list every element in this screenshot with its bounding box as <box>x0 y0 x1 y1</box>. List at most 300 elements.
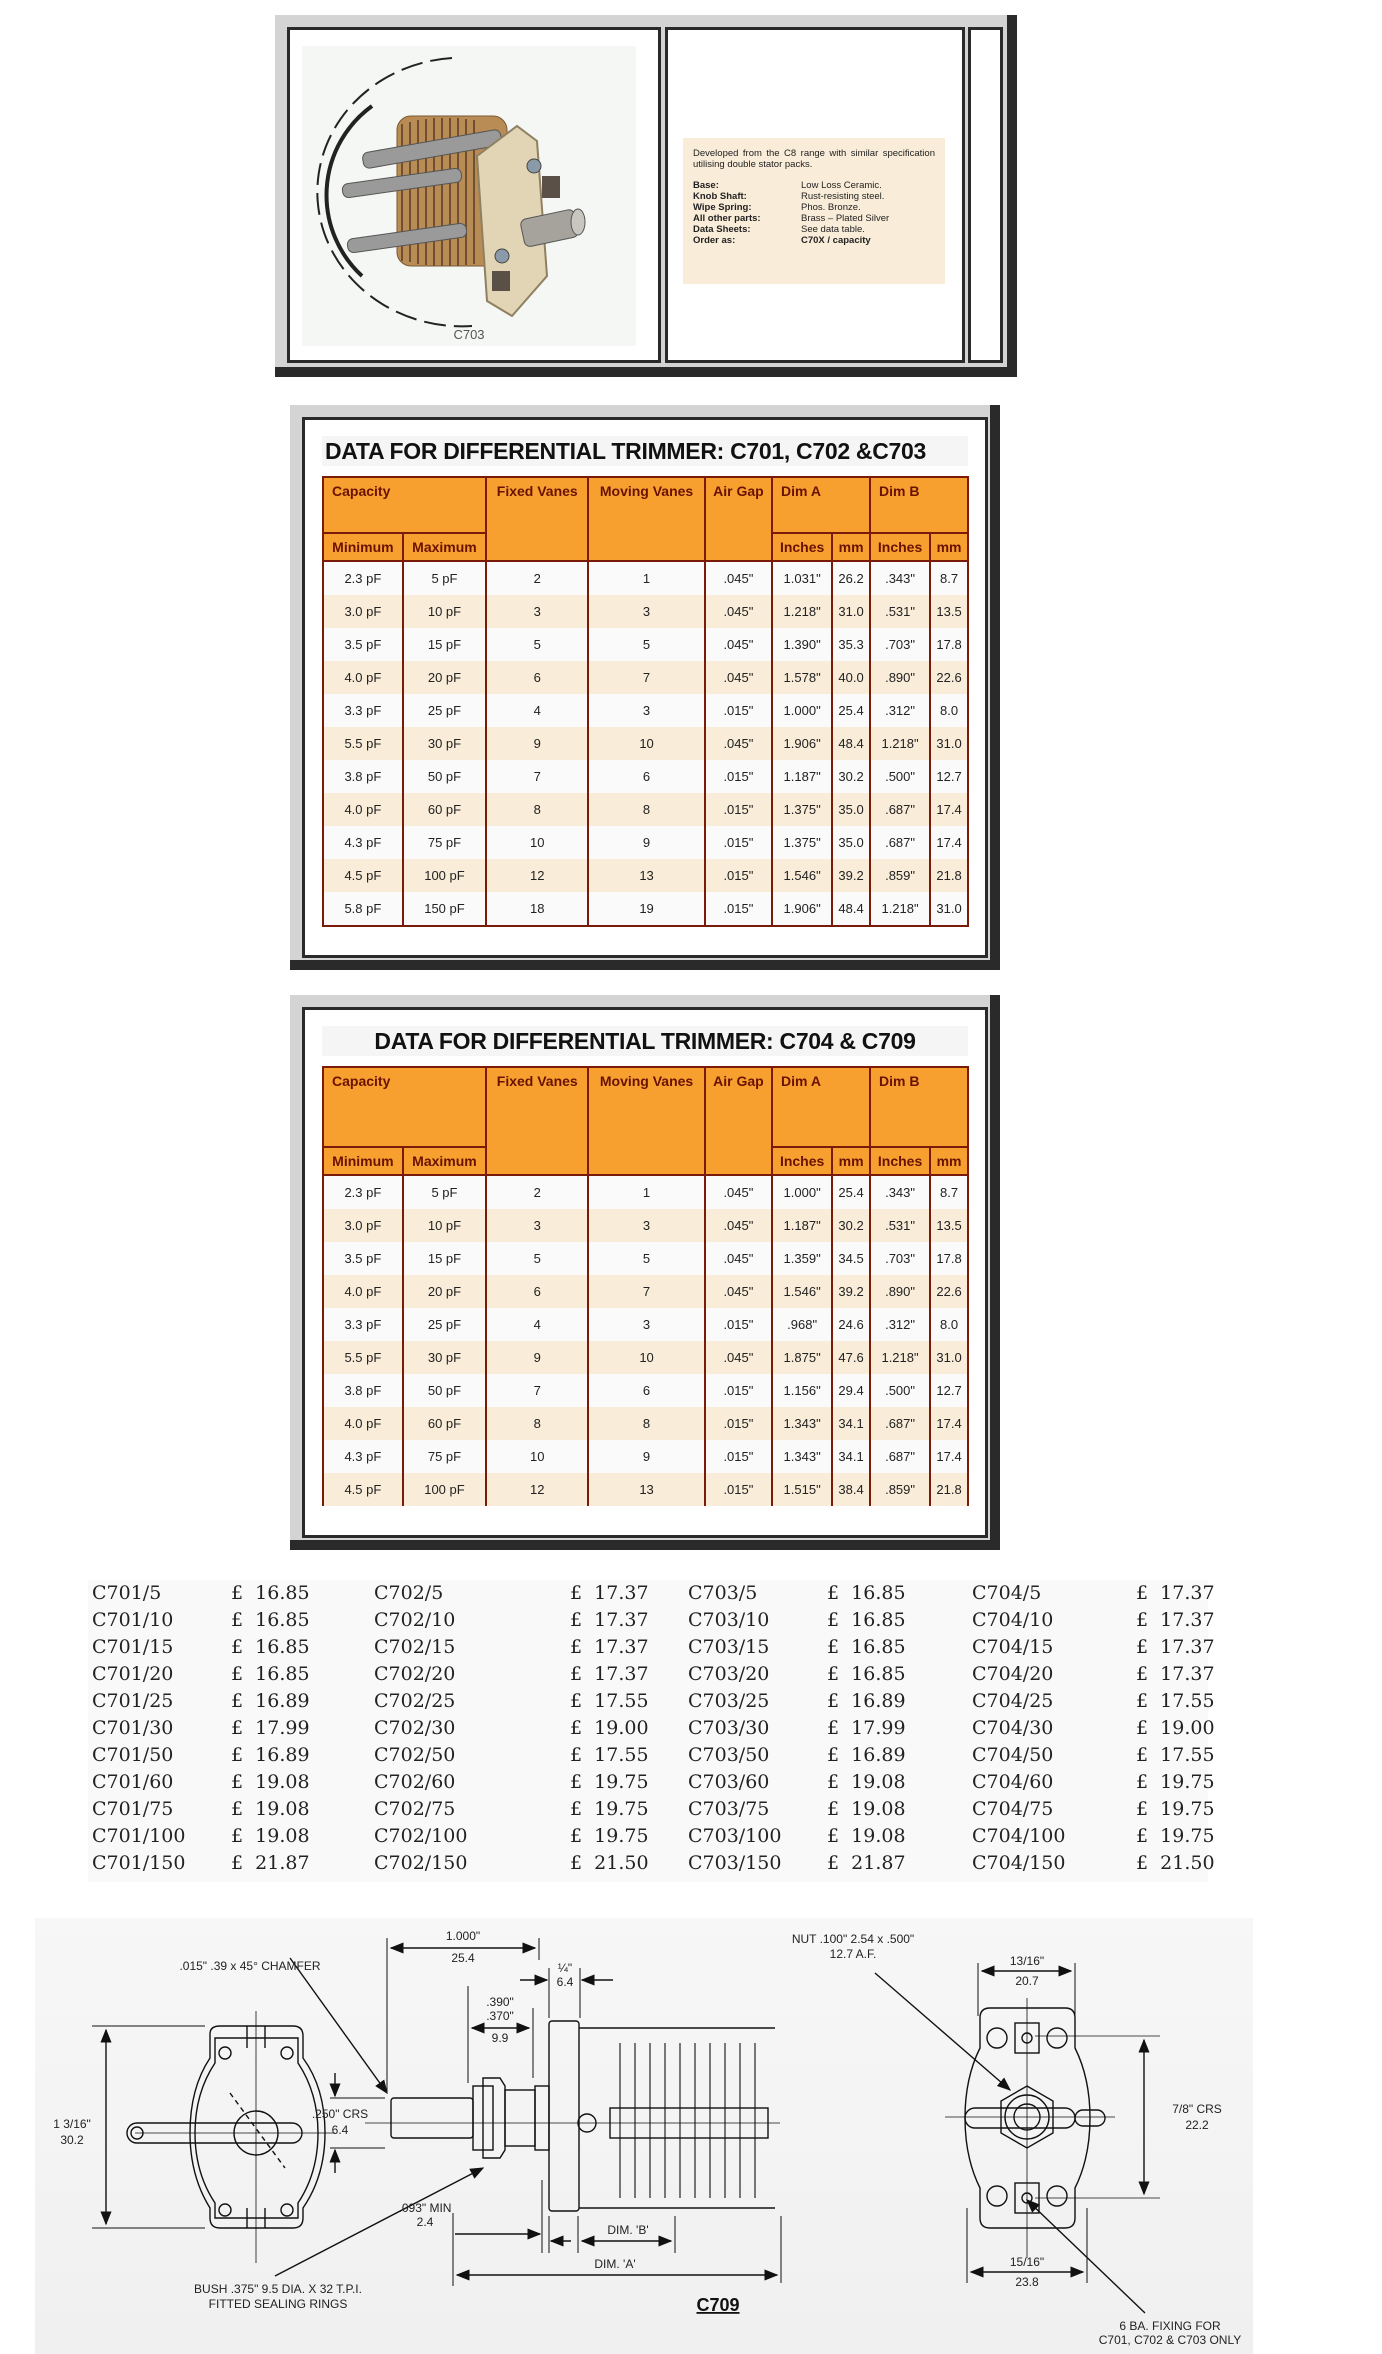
cell-max-capacity: 30 pF <box>403 1341 486 1374</box>
cell-min-capacity: 2.3 pF <box>323 1175 403 1209</box>
table-row <box>323 661 968 694</box>
price-row <box>370 1661 649 1688</box>
part-number: C703/60 <box>688 1771 770 1793</box>
cell-fixed-vanes: 9 <box>486 1341 588 1374</box>
cell-moving-vanes: 3 <box>588 595 704 628</box>
frame-shadow <box>990 405 1000 970</box>
cell-air-gap: .045" <box>705 1209 772 1242</box>
cell-air-gap: .045" <box>705 595 772 628</box>
cell-max-capacity: 150 pF <box>403 892 486 926</box>
cell-max-capacity: 100 pF <box>403 1473 486 1506</box>
cell-dim-b-mm: 17.4 <box>930 826 968 859</box>
cell-fixed-vanes: 5 <box>486 1242 588 1275</box>
price-row <box>968 1715 1238 1742</box>
table-row <box>323 1209 968 1242</box>
table-row <box>323 1308 968 1341</box>
cell-air-gap: .045" <box>705 661 772 694</box>
label-bush-mm: 9.9 <box>491 2031 509 2045</box>
table-row <box>323 892 968 926</box>
cell-moving-vanes: 1 <box>588 1175 704 1209</box>
cell-dim-a-mm: 25.4 <box>832 694 870 727</box>
cell-dim-a-inches: 1.375" <box>772 793 832 826</box>
cell-min-capacity: 3.0 pF <box>323 1209 403 1242</box>
header-moving-vanes: Moving Vanes <box>588 1067 704 1175</box>
price-row <box>968 1661 1238 1688</box>
table-row <box>323 1341 968 1374</box>
label-plate-in: ¼" <box>557 1961 573 1975</box>
header-capacity: Capacity <box>323 477 486 533</box>
label-height-in: 1 3/16" <box>53 2117 91 2131</box>
cell-dim-a-mm: 35.3 <box>832 628 870 661</box>
cell-dim-a-inches: 1.390" <box>772 628 832 661</box>
cell-dim-a-mm: 39.2 <box>832 859 870 892</box>
price-row <box>88 1661 358 1688</box>
spec-row <box>693 235 935 246</box>
cell-max-capacity: 60 pF <box>403 1407 486 1440</box>
cell-min-capacity: 5.5 pF <box>323 727 403 760</box>
cell-moving-vanes: 13 <box>588 859 704 892</box>
table-row <box>323 1407 968 1440</box>
label-width-bot-in: 15/16" <box>1009 2255 1045 2269</box>
price-column-c703 <box>684 1580 954 1877</box>
header-maximum: Maximum <box>403 533 486 561</box>
cell-max-capacity: 75 pF <box>403 826 486 859</box>
cell-dim-b-mm: 12.7 <box>930 760 968 793</box>
part-number: C704/30 <box>972 1717 1054 1739</box>
price-row <box>88 1607 358 1634</box>
price-row <box>370 1823 649 1850</box>
cell-min-capacity: 4.5 pF <box>323 1473 403 1506</box>
cell-dim-b-inches: .312" <box>870 694 930 727</box>
table-row <box>323 694 968 727</box>
label-nut-2: 12.7 A.F. <box>829 1947 877 1961</box>
part-number: C704/100 <box>972 1825 1066 1847</box>
part-number: C703/10 <box>688 1609 770 1631</box>
part-number: C701/50 <box>92 1744 174 1766</box>
product-photo <box>302 46 636 346</box>
part-price: £ 19.75 <box>570 1798 649 1820</box>
part-number: C702/5 <box>374 1582 444 1604</box>
part-price: £ 19.08 <box>231 1771 310 1793</box>
header-dim-b: Dim B <box>870 477 968 533</box>
price-row <box>968 1769 1238 1796</box>
cell-max-capacity: 5 pF <box>403 561 486 595</box>
header-dim-a: Dim A <box>772 1067 870 1147</box>
cell-dim-a-mm: 29.4 <box>832 1374 870 1407</box>
cell-dim-b-mm: 12.7 <box>930 1374 968 1407</box>
part-number: C701/5 <box>92 1582 162 1604</box>
cell-dim-a-inches: 1.515" <box>772 1473 832 1506</box>
label-crs-in: 7/8" CRS <box>1172 2102 1222 2116</box>
part-number: C703/75 <box>688 1798 770 1820</box>
cell-fixed-vanes: 18 <box>486 892 588 926</box>
label-bush-1: BUSH .375" 9.5 DIA. X 32 T.P.I. <box>194 2282 362 2296</box>
cell-fixed-vanes: 9 <box>486 727 588 760</box>
header-air-gap: Air Gap <box>705 1067 772 1175</box>
part-number: C702/30 <box>374 1717 456 1739</box>
part-number: C703/100 <box>688 1825 782 1847</box>
price-row <box>88 1850 358 1877</box>
part-price: £ 17.55 <box>1136 1690 1215 1712</box>
label-shaft-crs-mm: 6.4 <box>331 2123 349 2137</box>
spec-label: Base: <box>693 180 719 191</box>
frame-shadow <box>290 1540 1000 1550</box>
cell-air-gap: .015" <box>705 760 772 793</box>
cell-air-gap: .045" <box>705 561 772 595</box>
part-price: £ 19.08 <box>827 1771 906 1793</box>
label-crs-mm: 22.2 <box>1185 2118 1209 2132</box>
frame-shadow <box>990 995 1000 1550</box>
part-price: £ 16.85 <box>827 1636 906 1658</box>
cell-dim-b-mm: 17.8 <box>930 628 968 661</box>
part-number: C702/50 <box>374 1744 456 1766</box>
cell-dim-a-inches: 1.031" <box>772 561 832 595</box>
cell-dim-b-inches: .687" <box>870 793 930 826</box>
cell-fixed-vanes: 5 <box>486 628 588 661</box>
cell-dim-b-mm: 17.4 <box>930 1407 968 1440</box>
part-number: C702/15 <box>374 1636 456 1658</box>
header-dim-b-inches: Inches <box>870 533 930 561</box>
cell-min-capacity: 4.0 pF <box>323 661 403 694</box>
spec-label: Order as: <box>693 235 736 246</box>
price-row <box>370 1796 649 1823</box>
price-row <box>968 1580 1238 1607</box>
cell-fixed-vanes: 8 <box>486 793 588 826</box>
part-number: C702/100 <box>374 1825 468 1847</box>
cell-moving-vanes: 3 <box>588 1209 704 1242</box>
cell-air-gap: .045" <box>705 1275 772 1308</box>
table-title: DATA FOR DIFFERENTIAL TRIMMER: C704 & C709 <box>322 1026 968 1056</box>
cell-fixed-vanes: 2 <box>486 561 588 595</box>
cell-air-gap: .015" <box>705 1374 772 1407</box>
label-plate-mm: 6.4 <box>556 1975 574 1989</box>
label-bush-in-2: .370" <box>486 2009 514 2023</box>
price-row <box>684 1796 954 1823</box>
product-description: Developed from the C8 range with similar specification utilising double stator packs. <box>693 148 935 170</box>
spec-label: All other parts: <box>693 213 761 224</box>
part-price: £ 16.85 <box>827 1663 906 1685</box>
cell-air-gap: .045" <box>705 727 772 760</box>
cell-fixed-vanes: 10 <box>486 1440 588 1473</box>
cell-dim-a-mm: 31.0 <box>832 595 870 628</box>
table-row <box>323 1175 968 1209</box>
cell-max-capacity: 25 pF <box>403 1308 486 1341</box>
cell-min-capacity: 4.3 pF <box>323 826 403 859</box>
cell-dim-b-inches: .859" <box>870 1473 930 1506</box>
trimmer-capacitor-photo <box>302 46 636 346</box>
cell-dim-a-inches: 1.375" <box>772 826 832 859</box>
table-row <box>323 760 968 793</box>
header-dim-a-mm: mm <box>832 1147 870 1175</box>
cell-dim-b-mm: 17.4 <box>930 1440 968 1473</box>
cell-dim-b-inches: .890" <box>870 661 930 694</box>
part-number: C704/50 <box>972 1744 1054 1766</box>
price-row <box>370 1634 649 1661</box>
cell-dim-b-inches: 1.218" <box>870 1341 930 1374</box>
cell-min-capacity: 4.5 pF <box>323 859 403 892</box>
label-length-mm: 25.4 <box>451 1951 475 1965</box>
table-row <box>323 727 968 760</box>
cell-fixed-vanes: 2 <box>486 1175 588 1209</box>
price-row <box>968 1634 1238 1661</box>
header-maximum: Maximum <box>403 1147 486 1175</box>
cell-dim-a-inches: 1.906" <box>772 727 832 760</box>
cell-air-gap: .015" <box>705 1440 772 1473</box>
cell-dim-b-mm: 31.0 <box>930 1341 968 1374</box>
label-width-top-mm: 20.7 <box>1015 1974 1039 1988</box>
cell-fixed-vanes: 3 <box>486 1209 588 1242</box>
data-table <box>322 1066 969 1506</box>
cell-dim-a-mm: 38.4 <box>832 1473 870 1506</box>
part-price: £ 19.75 <box>1136 1825 1215 1847</box>
cell-moving-vanes: 5 <box>588 628 704 661</box>
cell-fixed-vanes: 6 <box>486 1275 588 1308</box>
part-price: £ 19.00 <box>570 1717 649 1739</box>
cell-max-capacity: 10 pF <box>403 1209 486 1242</box>
part-price: £ 17.37 <box>1136 1582 1215 1604</box>
part-price: £ 17.55 <box>1136 1744 1215 1766</box>
part-price: £ 17.99 <box>231 1717 310 1739</box>
cell-dim-b-inches: .500" <box>870 1374 930 1407</box>
table-row <box>323 1275 968 1308</box>
part-price: £ 17.37 <box>1136 1636 1215 1658</box>
cell-max-capacity: 10 pF <box>403 595 486 628</box>
label-bush-in-1: .390" <box>486 1995 514 2009</box>
part-price: £ 19.75 <box>1136 1771 1215 1793</box>
cell-dim-b-mm: 21.8 <box>930 859 968 892</box>
table-row <box>323 1374 968 1407</box>
header-dim-a-mm: mm <box>832 533 870 561</box>
cell-dim-a-inches: 1.187" <box>772 760 832 793</box>
header-air-gap: Air Gap <box>705 477 772 561</box>
cell-dim-a-inches: 1.156" <box>772 1374 832 1407</box>
cell-air-gap: .015" <box>705 826 772 859</box>
data-table-c704-c709-panel <box>290 995 1000 1550</box>
label-nut-1: NUT .100" 2.54 x .500" <box>791 1932 915 1946</box>
cell-min-capacity: 3.8 pF <box>323 1374 403 1407</box>
price-row <box>88 1634 358 1661</box>
part-price: £ 16.85 <box>231 1609 310 1631</box>
label-dim-a: DIM. 'A' <box>594 2257 636 2271</box>
part-number: C704/15 <box>972 1636 1054 1658</box>
side-view <box>391 2021 775 2211</box>
part-number: C704/20 <box>972 1663 1054 1685</box>
label-shaft-crs-in: .250" CRS <box>311 2107 369 2121</box>
cell-dim-a-inches: 1.875" <box>772 1341 832 1374</box>
data-table <box>322 476 969 927</box>
part-price: £ 16.89 <box>231 1744 310 1766</box>
cell-dim-a-mm: 39.2 <box>832 1275 870 1308</box>
part-number: C701/60 <box>92 1771 174 1793</box>
part-price: £ 17.37 <box>570 1609 649 1631</box>
end-view-front <box>127 2026 325 2228</box>
part-price: £ 19.00 <box>1136 1717 1215 1739</box>
cell-air-gap: .015" <box>705 1407 772 1440</box>
technical-drawing <box>35 1918 1253 2354</box>
cell-air-gap: .015" <box>705 859 772 892</box>
table-container <box>302 417 988 958</box>
cell-fixed-vanes: 7 <box>486 1374 588 1407</box>
cell-dim-b-mm: 8.0 <box>930 694 968 727</box>
cell-fixed-vanes: 8 <box>486 1407 588 1440</box>
part-number: C704/75 <box>972 1798 1054 1820</box>
cell-dim-b-mm: 8.7 <box>930 1175 968 1209</box>
part-price: £ 17.55 <box>570 1744 649 1766</box>
specification-box <box>683 138 945 284</box>
cell-fixed-vanes: 4 <box>486 1308 588 1341</box>
cell-min-capacity: 3.5 pF <box>323 628 403 661</box>
drawing-model-label: C709 <box>696 2295 740 2315</box>
table-row <box>323 561 968 595</box>
part-price: £ 17.37 <box>570 1582 649 1604</box>
price-row <box>88 1796 358 1823</box>
header-minimum: Minimum <box>323 1147 403 1175</box>
cell-fixed-vanes: 3 <box>486 595 588 628</box>
cell-air-gap: .015" <box>705 1473 772 1506</box>
part-price: £ 16.89 <box>827 1744 906 1766</box>
part-number: C703/30 <box>688 1717 770 1739</box>
price-row <box>370 1850 649 1877</box>
part-price: £ 19.08 <box>827 1798 906 1820</box>
label-chamfer: .015" .39 x 45° CHAMFER <box>179 1959 321 1973</box>
part-number: C703/15 <box>688 1636 770 1658</box>
part-number: C703/5 <box>688 1582 758 1604</box>
cell-dim-b-mm: 31.0 <box>930 892 968 926</box>
cell-min-capacity: 4.3 pF <box>323 1440 403 1473</box>
cell-dim-b-mm: 8.0 <box>930 1308 968 1341</box>
cell-dim-a-mm: 34.1 <box>832 1440 870 1473</box>
spec-label: Knob Shaft: <box>693 191 747 202</box>
cell-dim-a-mm: 34.5 <box>832 1242 870 1275</box>
cell-dim-b-inches: .531" <box>870 595 930 628</box>
cell-dim-b-inches: .687" <box>870 1407 930 1440</box>
price-row <box>88 1688 358 1715</box>
part-number: C704/10 <box>972 1609 1054 1631</box>
part-number: C702/25 <box>374 1690 456 1712</box>
cell-dim-b-inches: .890" <box>870 1275 930 1308</box>
header-dim-b: Dim B <box>870 1067 968 1147</box>
part-price: £ 21.87 <box>231 1852 310 1874</box>
part-price: £ 19.08 <box>231 1825 310 1847</box>
price-row <box>88 1580 358 1607</box>
price-list <box>88 1580 1215 1882</box>
part-price: £ 19.75 <box>570 1771 649 1793</box>
header-dim-a-inches: Inches <box>772 533 832 561</box>
part-number: C703/50 <box>688 1744 770 1766</box>
header-dim-b-mm: mm <box>930 533 968 561</box>
cell-dim-b-mm: 17.4 <box>930 793 968 826</box>
cell-dim-a-mm: 47.6 <box>832 1341 870 1374</box>
cell-dim-b-inches: .312" <box>870 1308 930 1341</box>
cell-max-capacity: 5 pF <box>403 1175 486 1209</box>
cell-fixed-vanes: 12 <box>486 859 588 892</box>
specification-cell <box>665 27 965 363</box>
cell-fixed-vanes: 12 <box>486 1473 588 1506</box>
price-row <box>88 1769 358 1796</box>
header-moving-vanes: Moving Vanes <box>588 477 704 561</box>
table-row <box>323 826 968 859</box>
price-row <box>370 1580 649 1607</box>
cell-min-capacity: 4.0 pF <box>323 1407 403 1440</box>
part-number: C701/25 <box>92 1690 174 1712</box>
cell-air-gap: .045" <box>705 628 772 661</box>
cell-min-capacity: 3.8 pF <box>323 760 403 793</box>
cell-fixed-vanes: 10 <box>486 826 588 859</box>
part-price: £ 17.55 <box>570 1690 649 1712</box>
part-price: £ 17.37 <box>1136 1663 1215 1685</box>
part-number: C703/150 <box>688 1852 782 1874</box>
part-price: £ 21.50 <box>1136 1852 1215 1874</box>
cell-moving-vanes: 6 <box>588 760 704 793</box>
cell-dim-b-inches: .687" <box>870 826 930 859</box>
price-row <box>370 1607 649 1634</box>
cell-dim-a-inches: 1.546" <box>772 1275 832 1308</box>
cell-moving-vanes: 3 <box>588 694 704 727</box>
header-dim-b-inches: Inches <box>870 1147 930 1175</box>
spec-label: Data Sheets: <box>693 224 751 235</box>
price-row <box>684 1661 954 1688</box>
cell-dim-a-inches: 1.906" <box>772 892 832 926</box>
cell-moving-vanes: 13 <box>588 1473 704 1506</box>
part-price: £ 19.08 <box>231 1798 310 1820</box>
price-row <box>370 1688 649 1715</box>
empty-cell <box>968 27 1003 363</box>
part-number: C703/20 <box>688 1663 770 1685</box>
part-number: C701/150 <box>92 1852 186 1874</box>
label-bush-2: FITTED SEALING RINGS <box>208 2297 348 2311</box>
part-price: £ 17.99 <box>827 1717 906 1739</box>
cell-min-capacity: 3.0 pF <box>323 595 403 628</box>
label-fixing-2: C701, C702 & C703 ONLY <box>1098 2333 1242 2347</box>
part-price: £ 19.75 <box>570 1825 649 1847</box>
price-row <box>684 1823 954 1850</box>
label-min-in: .093" MIN <box>398 2201 452 2215</box>
cell-max-capacity: 20 pF <box>403 661 486 694</box>
cell-moving-vanes: 8 <box>588 1407 704 1440</box>
table-row <box>323 1440 968 1473</box>
cell-dim-a-mm: 25.4 <box>832 1175 870 1209</box>
product-info-panel <box>275 15 1017 377</box>
label-width-bot-mm: 23.8 <box>1015 2275 1039 2289</box>
table-row <box>323 1242 968 1275</box>
part-number: C702/20 <box>374 1663 456 1685</box>
cell-moving-vanes: 10 <box>588 727 704 760</box>
cell-dim-b-inches: 1.218" <box>870 727 930 760</box>
part-price: £ 16.85 <box>827 1609 906 1631</box>
cell-air-gap: .045" <box>705 1242 772 1275</box>
part-price: £ 16.85 <box>231 1663 310 1685</box>
table-row <box>323 628 968 661</box>
cell-dim-b-inches: .859" <box>870 859 930 892</box>
part-price: £ 16.85 <box>827 1582 906 1604</box>
cell-moving-vanes: 9 <box>588 826 704 859</box>
cell-moving-vanes: 9 <box>588 1440 704 1473</box>
cell-dim-b-mm: 21.8 <box>930 1473 968 1506</box>
frame-shadow <box>290 960 1000 970</box>
part-number: C704/5 <box>972 1582 1042 1604</box>
data-table-c701-c703-panel <box>290 405 1000 970</box>
label-width-top-in: 13/16" <box>1009 1954 1045 1968</box>
table-row <box>323 595 968 628</box>
table-container <box>302 1007 988 1538</box>
price-row <box>684 1715 954 1742</box>
part-number: C703/25 <box>688 1690 770 1712</box>
cell-max-capacity: 50 pF <box>403 1374 486 1407</box>
price-row <box>88 1742 358 1769</box>
price-row <box>968 1823 1238 1850</box>
cell-max-capacity: 30 pF <box>403 727 486 760</box>
cell-air-gap: .015" <box>705 892 772 926</box>
